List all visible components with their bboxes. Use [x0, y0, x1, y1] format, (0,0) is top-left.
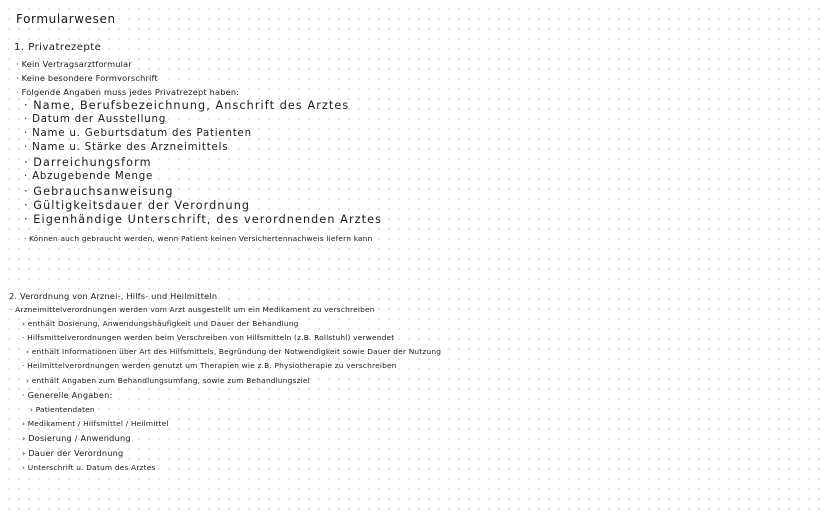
note-line: · Name u. Stärke des Arzneimittels [24, 142, 229, 153]
note-line: › enthält Dosierung, Anwendungshäufigkeit und Dauer der Behandlung [22, 319, 299, 328]
note-line: › Dauer der Verordnung [22, 448, 124, 458]
note-line: · Name, Berufsbezeichnung, Anschrift des Arztes [24, 99, 350, 112]
note-line: · Generelle Angaben: [22, 390, 113, 400]
note-line: · Keine besondere Formvorschrift [16, 73, 158, 83]
note-line: › enthält Angaben zum Behandlungsumfang, sowie zum Behandlungsziel [26, 376, 310, 385]
note-line: › Patientendaten [30, 405, 95, 414]
note-line: · Können auch gebraucht werden, wenn Patient keinen Versichertennachweis liefern kann [24, 234, 373, 243]
note-line: · Abzugebende Menge [24, 171, 154, 182]
note-line: · Heilmittelverordnungen werden genutzt um Therapien wie z.B. Physiotherapie zu verschreiben [22, 361, 397, 370]
section-heading-verordnung: 2. Verordnung von Arznei-, Hilfs- und Heilmitteln [9, 291, 218, 301]
section-heading-privatrezepte: 1. Privatrezepte [14, 42, 102, 53]
note-line: · Arzneimittelverordnungen werden vom Arzt ausgestellt um ein Medikament zu verschreiben [10, 305, 375, 314]
note-line: › Unterschrift u. Datum des Arztes [22, 463, 156, 472]
note-line: · Gültigkeitsdauer der Verordnung [24, 199, 251, 212]
note-line: · Name u. Geburtsdatum des Patienten [24, 128, 252, 139]
note-line: › Medikament / Hilfsmittel / Heilmittel [22, 419, 169, 428]
note-line: · Datum der Ausstellung [24, 114, 167, 125]
note-line: › Dosierung / Anwendung [22, 433, 131, 443]
note-line: · Eigenhändige Unterschrift, des verordnenden Arztes [24, 213, 383, 226]
note-line: · Kein Vertragsarztformular [16, 59, 132, 69]
note-line: · Gebrauchsanweisung [24, 185, 174, 198]
note-line: · Darreichungsform [24, 156, 152, 169]
note-line: · Folgende Angaben muss jedes Privatrezept haben: [16, 87, 240, 97]
page-title: Formularwesen [16, 12, 116, 26]
note-line: › enthält Informationen über Art des Hilfsmittels, Begründung der Notwendigkeit sowie Dauer der Nutzung [26, 347, 442, 356]
note-line: · Hilfsmittelverordnungen werden beim Verschreiben von Hilfsmitteln (z.B. Rollstuhl) verwendet [22, 333, 395, 342]
